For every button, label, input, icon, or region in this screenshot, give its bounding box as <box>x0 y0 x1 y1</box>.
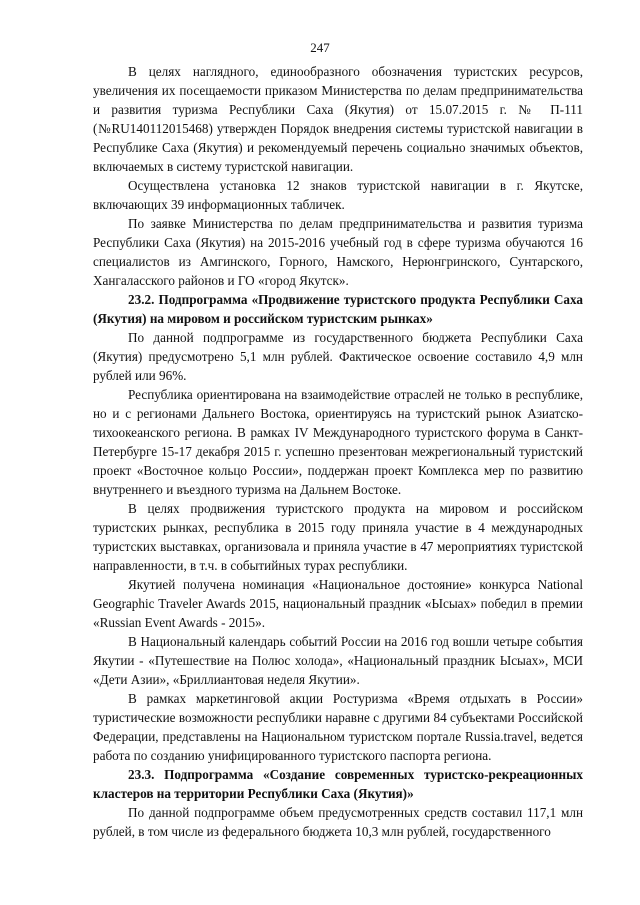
paragraph-subprogram-budget: По данной подпрограмме из государственного бюджета Республики Саха (Якутия) предусмотрено 5,1 млн рублей. Фактическое освоение составило 4,9 млн рублей или 96%. <box>93 330 583 383</box>
page-number: 247 <box>310 40 330 55</box>
paragraph-tourist-navigation: В целях наглядного, единообразного обозначения туристских ресурсов, увеличения их посещаемости приказом Министерства по делам предпринимательства и развития туризма Республики Саха (Якутия) от 15.07.2015 г. № П-111 (№RU140112015468) утвержден Порядок внедрения системы туристской навигации в Республике Саха (Якутия) и рекомендуемый перечень социально значимых объектов, включаемых в систему туристской навигации. <box>93 64 583 174</box>
paragraph-cluster-funding: По данной подпрограмме объем предусмотренных средств составил 117,1 млн рублей, в том числе из федерального бюджета 10,3 млн рублей, государственного <box>93 805 583 839</box>
paragraph-exhibitions: В целях продвижения туристского продукта на мировом и российском туристских рынках, республика в 2015 году приняла участие в 4 международных туристских выставках, организовала и приняла участие в 47 мероприятиях туристской направленности, в т.ч. в событийных турах республики. <box>93 501 583 573</box>
section-heading-23-2: 23.2. Подпрограмма «Продвижение туристского продукта Республики Саха (Якутия) на мировом и российском туристским рынках» <box>93 292 583 326</box>
section-heading-23-3: 23.3. Подпрограмма «Создание современных туристско-рекреационных кластеров на территории Республики Саха (Якутия)» <box>93 767 583 801</box>
paragraph-regional-cooperation: Республика ориентирована на взаимодействие отраслей не только в республике, но и с регионами Дальнего Востока, ориентируясь на туристский рынок Азиатско-тихоокеанского региона. В рамках IV Международного туристского форума в Санкт-Петербурге 15-17 декабря 2015 г. успешно презентован межрегиональный туристский проект «Восточное кольцо России», поддержан проект Комплекса мер по развитию внутреннего и въездного туризма на Дальнем Востоке. <box>93 387 583 497</box>
paragraph-navigation-signs: Осуществлена установка 12 знаков туристской навигации в г. Якутске, включающих 39 информационных табличек. <box>93 178 583 212</box>
paragraph-events-calendar: В Национальный календарь событий России на 2016 год вошли четыре события Якутии - «Путешествие на Полюс холода», «Национальный праздник Ысыах», МСИ «Дети Азии», «Бриллиантовая неделя Якутии». <box>93 634 583 687</box>
page-body <box>93 62 583 841</box>
paragraph-marketing-campaign: В рамках маркетинговой акции Ростуризма «Время отдыхать в России» туристические возможности республики наравне с другими 84 субъектами Российской Федерации, представлены на Национальном туристском портале Russia.travel, ведется работа по созданию унифицированного туристского паспорта региона. <box>93 691 583 763</box>
paragraph-specialist-training: По заявке Министерства по делам предпринимательства и развития туризма Республики Саха (Якутия) на 2015-2016 учебный год в сфере туризма обучаются 16 специалистов из Амгинского, Горного, Намского, Нерюнгринского, Сунтарского, Хангаласского районов и ГО «город Якутск». <box>93 216 583 288</box>
paragraph-awards: Якутией получена номинация «Национальное достояние» конкурса National Geographic Traveler Awards 2015, национальный праздник «Ысыах» победил в премии «Russian Event Awards - 2015». <box>93 577 583 630</box>
